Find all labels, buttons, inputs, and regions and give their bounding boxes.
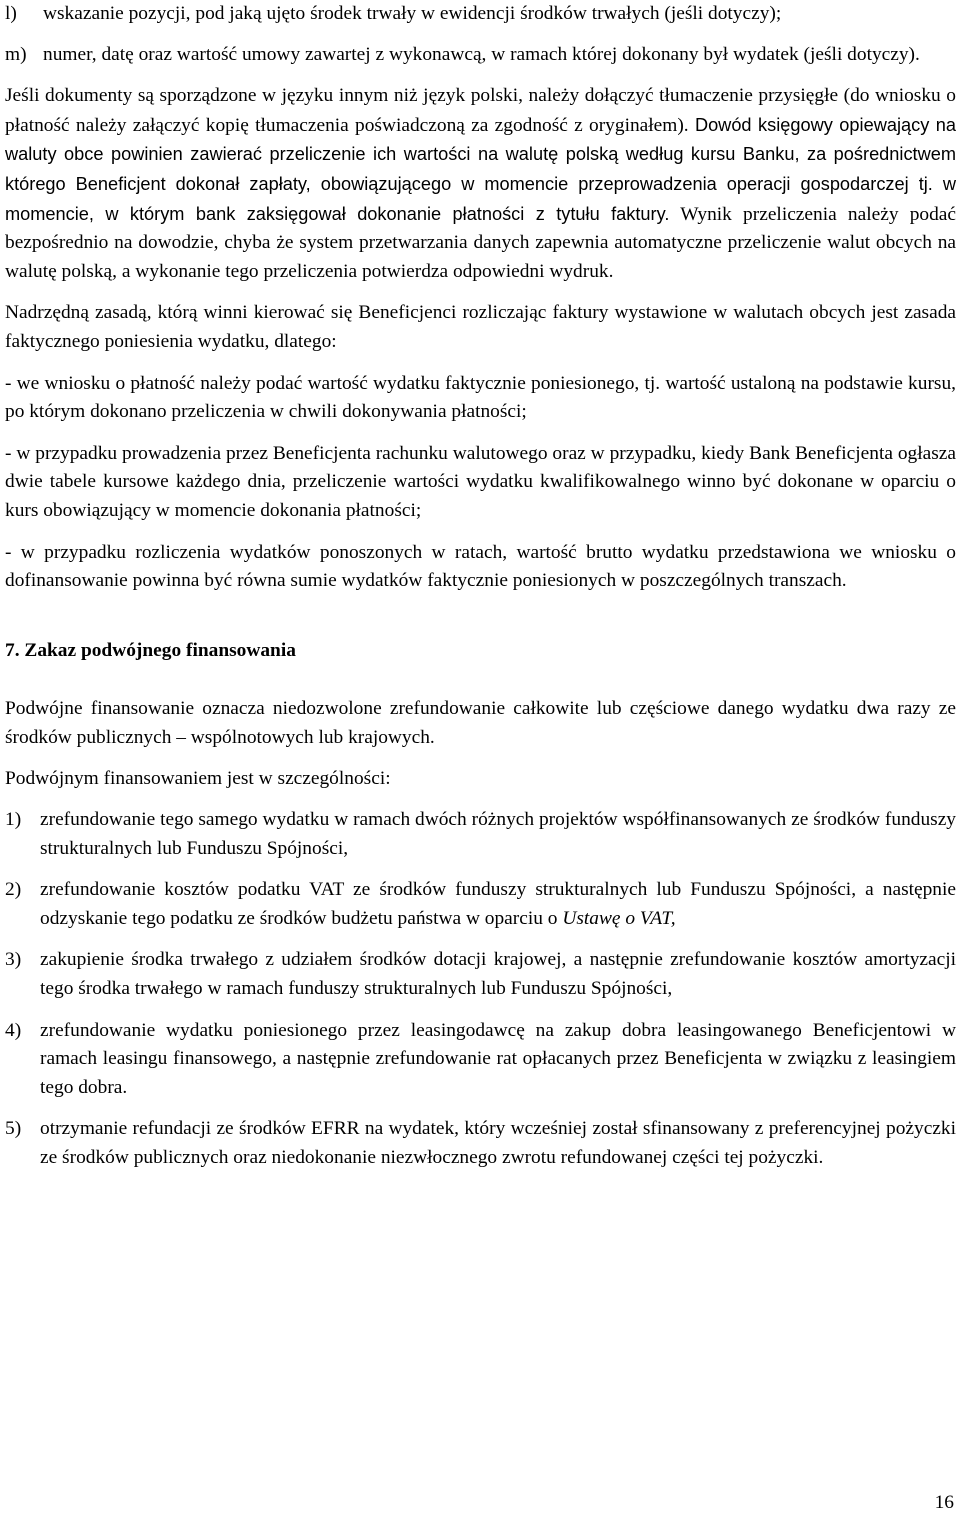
section-heading: 7. Zakaz podwójnego finansowania [5, 639, 296, 661]
paragraph-principle: Nadrzędną zasadą, którą winni kierować się Beneficjenci rozliczając faktury wystawione w walutach obcych jest zasada faktycznego poniesienia wydatku, dlatego: [5, 302, 956, 352]
list-item-number: 1) [5, 809, 22, 831]
list-item-number: m) [5, 43, 27, 65]
dash-item-2: - w przypadku prowadzenia przez Beneficjenta rachunku walutowego oraz w przypadku, kiedy Bank Beneficjenta ogłasza dwie tabele kursowe każdego dnia, przeliczenie wartości wydatku kwalifikowalnego winno być dokonane w oparciu o kurs obowiązujący w momencie dokonania płatności; [5, 442, 956, 521]
foreign-currency-sentence: Dowód księgowy opiewający na waluty obce powinien zawierać przeliczenie ich wartości na walutę polską według kursu Banku, za pośrednictwem którego Beneficjent dokonał zapłaty, obowiązującego w momencie przeprowadzenia operacji gospodarczej tj. w momencie, w którym bank zaksięgował dokonanie płatności z tytułu faktury. [5, 114, 956, 224]
page-number: 16 [934, 1492, 954, 1513]
list-item-text: zrefundowanie wydatku poniesionego przez leasingodawcę na zakup dobra leasingowanego Beneficjentowi w ramach leasingu finansowego, a następnie zrefundowanie rat opłacanych przez Beneficjenta w związku z leasingiem tego dobra. [40, 1019, 956, 1098]
list-item-text: zrefundowanie tego samego wydatku w ramach dwóch różnych projektów współfinansowanych ze środków funduszy strukturalnych lub Funduszu Spójności, [40, 809, 956, 859]
list-item-text: zakupienie środka trwałego z udziałem środków dotacji krajowej, a następnie zrefundowanie kosztów amortyzacji tego środka trwałego w ramach funduszy strukturalnych lub Funduszu Spójności, [40, 949, 956, 1000]
list-item-text-main: zrefundowanie kosztów podatku VAT ze środków funduszy strukturalnych lub Funduszu Spójności, a następnie odzyskanie tego podatku ze środków budżetu państwa w oparciu o [40, 879, 956, 929]
translation-sentence: Jeśli dokumenty są sporządzone w języku innym niż język polski, należy dołączyć tłumaczenie przysięgłe (do wniosku o płatność należy załączyć kopię tłumaczenia poświadczoną za zgodność z oryginałem). [5, 85, 956, 136]
list-item-text: numer, datę oraz wartość umowy zawartej z wykonawcą, w ramach której dokonany był wydatek (jeśli dotyczy). [43, 43, 920, 65]
document-page [5, 0, 956, 1173]
paragraph-translation [5, 82, 956, 286]
double-financing-item-4 [5, 1017, 956, 1103]
paragraph-definition: Podwójne finansowanie oznacza niedozwolone zrefundowanie całkowite lub częściowe danego wydatku dwa razy ze środków publicznych – wspólnotowych lub krajowych. [5, 698, 956, 748]
list-item-text-italic: Ustawę o VAT, [562, 907, 676, 929]
list-item-text: otrzymanie refundacji ze środków EFRR na wydatek, który wcześniej został sfinansowany z preferencyjnej pożyczki ze środków publicznych oraz niedokonanie niezwłocznego zwrotu refundowanej części tej pożyczki. [40, 1118, 956, 1168]
conversion-sentence: Wynik przeliczenia należy podać bezpośrednio na dowodzie, chyba że system przetwarzania danych zapewnia automatyczne przeliczenie walut obcych na walutę polską, a wykonanie tego przeliczenia potwierdza odpowiedni wydruk. [5, 203, 957, 282]
list-item-number: 5) [5, 1118, 22, 1140]
list-item-text [40, 876, 956, 933]
double-financing-item-3 [5, 946, 956, 1003]
dash-item-1: - we wniosku o płatność należy podać wartość wydatku faktycznie poniesionego, tj. wartość ustaloną na podstawie kursu, po którym dokonano przeliczenia w chwili dokonywania płatności; [5, 372, 956, 423]
list-item-number: 4) [5, 1019, 22, 1041]
double-financing-item-2 [5, 876, 956, 933]
list-item-number: 3) [5, 949, 22, 971]
double-financing-item-1 [5, 806, 956, 863]
dash-item-3: - w przypadku rozliczenia wydatków ponoszonych w ratach, wartość brutto wydatku przedstawiona we wniosku o dofinansowanie powinna być równa sumie wydatków faktycznie poniesionych w poszczególnych transzach. [5, 541, 956, 592]
list-item-text: wskazanie pozycji, pod jaką ujęto środek trwały w ewidencji środków trwałych (jeśli dotyczy); [43, 3, 782, 24]
double-financing-item-5 [5, 1115, 956, 1172]
list-item-l [5, 0, 956, 29]
list-item-m [5, 41, 956, 70]
paragraph-intro: Podwójnym finansowaniem jest w szczególności: [5, 768, 391, 790]
list-item-number: l) [5, 3, 17, 24]
list-item-number: 2) [5, 879, 22, 901]
